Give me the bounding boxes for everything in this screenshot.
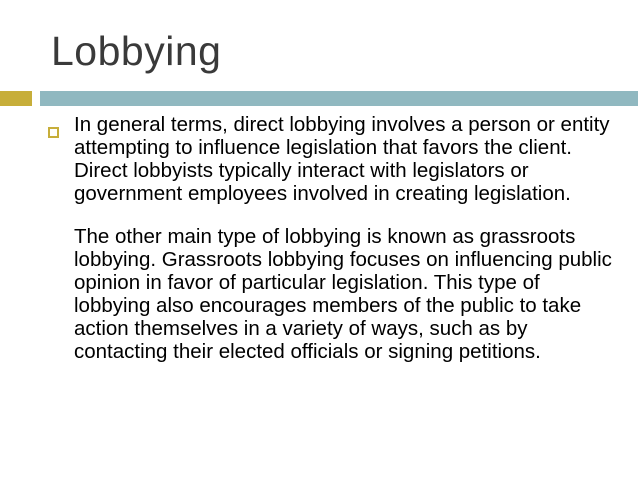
paragraph-grassroots-lobbying: The other main type of lobbying is known as grassroots lobbying. Grassroots lobbying focuses on influencing public opinion in favor of particular legislation. This type of lobbying also encourages members of the public to take action themselves in a variety of ways, such as by contacting their elected officials or signing petitions. [74, 225, 612, 363]
bullet-content [74, 113, 619, 363]
hollow-square-bullet-icon [48, 127, 59, 138]
slide-title: Lobbying [51, 28, 222, 74]
paragraph-direct-lobbying: In general terms, direct lobbying involves a person or entity attempting to influence legislation that favors the client. Direct lobbyists typically interact with legislators or government employees involved in creating legislation. [74, 113, 610, 205]
title-accent-bar-teal [40, 91, 638, 106]
title-accent-bar-gold [0, 91, 32, 106]
